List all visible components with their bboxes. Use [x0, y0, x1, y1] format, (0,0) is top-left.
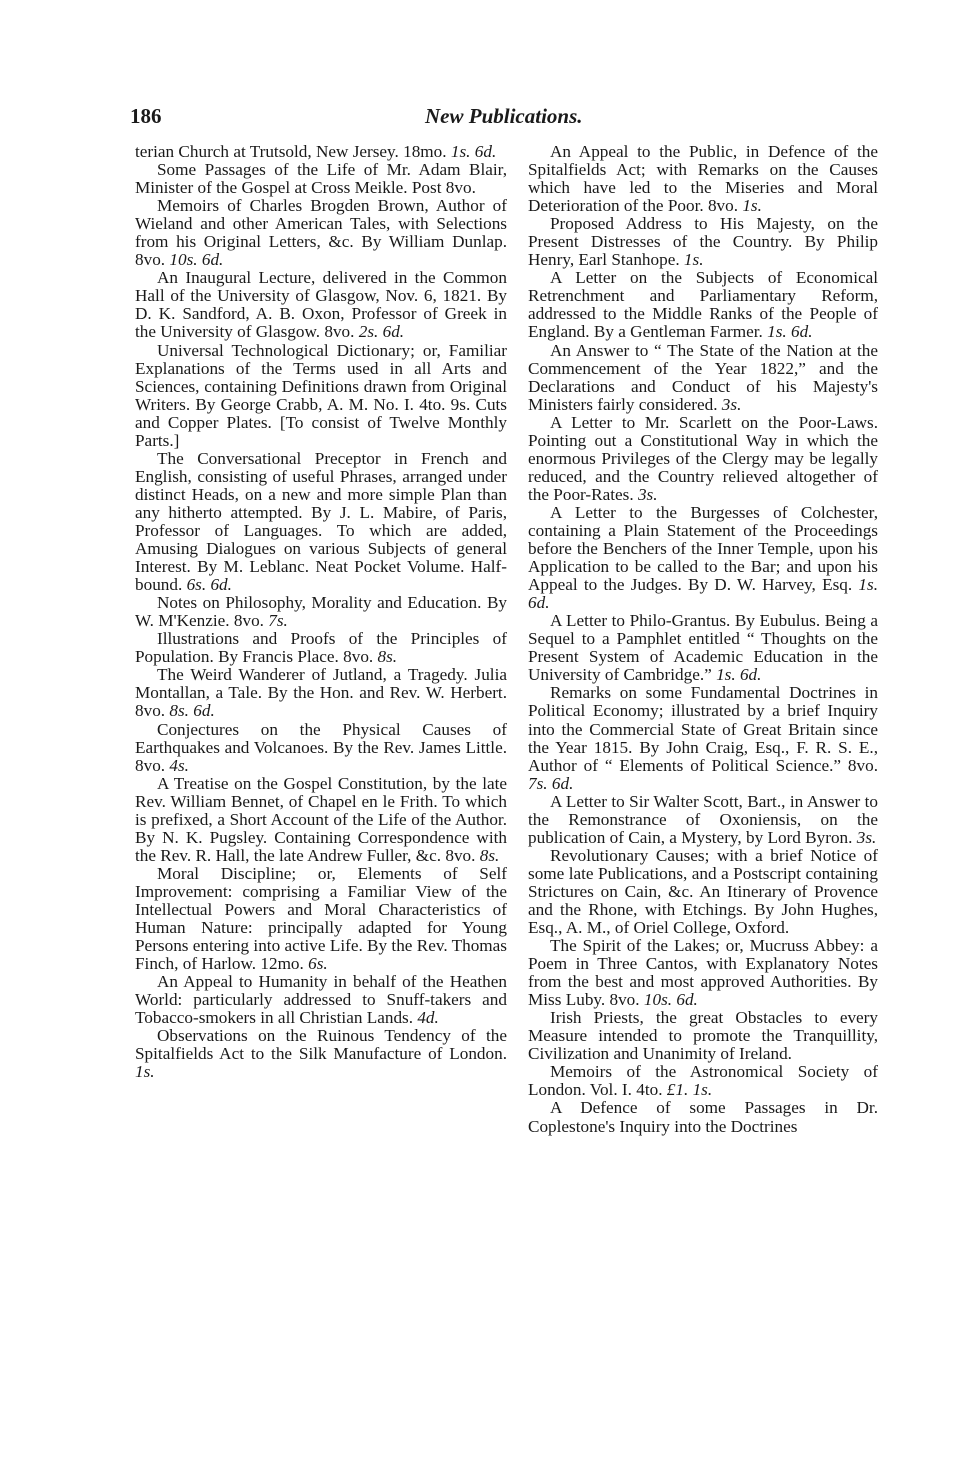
publication-entry: An Appeal to the Public, in Defence of the Spitalfields Act; with Remarks on the Causes which have led to the Miseries and Moral Deterioration of the Poor. 8vo. 1s. — [528, 142, 878, 216]
price: 6s. — [308, 954, 328, 974]
price: 1s. 6d. — [767, 322, 813, 342]
publication-entry: Moral Discipline; or, Elements of Self Improvement: comprising a Familiar View of the Intellectual Powers and Moral Characteristics of Human Nature: principally adapted for Young Persons entering into active Life. By the Rev. Thomas Finch, of Harlow. 12mo. 6s. — [135, 863, 507, 974]
price: 6s. 6d. — [186, 575, 232, 595]
price: 3s. — [721, 394, 742, 414]
publication-entry: A Letter to Philo-Grantus. By Eubulus. Being a Sequel to a Pamphlet entitled “ Thoughts on the Present System of Academic Education in the University of Cambridge.” 1s. 6d. — [528, 611, 878, 685]
price: 1s. 6d. — [450, 142, 497, 161]
right-column — [528, 143, 878, 1136]
page-number: 186 — [130, 104, 162, 128]
price: 7s. 6d. — [528, 773, 574, 793]
price: 10s. 6d. — [643, 990, 698, 1010]
publication-entry: Illustrations and Proofs of the Principles of Population. By Francis Place. 8vo. 8s. — [135, 629, 507, 667]
page-header — [130, 104, 890, 134]
publication-entry: Observations on the Ruinous Tendency of the Spitalfields Act to the Silk Manufacture of London. 1s. — [135, 1026, 507, 1082]
publication-entry: A Defence of some Passages in Dr. Coplestone's Inquiry into the Doctrines — [528, 1098, 878, 1136]
price: 4d. — [417, 1008, 439, 1028]
publication-entry: Proposed Address to His Majesty, on the Present Distresses of the Country. By Philip Henry, Earl Stanhope. 1s. — [528, 214, 878, 270]
publication-entry: Some Passages of the Life of Mr. Adam Blair, Minister of the Gospel at Cross Meikle. Post 8vo. — [135, 160, 507, 198]
publication-entry: An Appeal to Humanity in behalf of the Heathen World: particularly addressed to Snuff-takers and Tobacco-smokers in all Christian Lands. 4d. — [135, 972, 507, 1028]
price: 8s. — [377, 647, 398, 667]
price: 8s. 6d. — [169, 701, 215, 721]
left-column — [135, 143, 507, 1081]
publication-entry: The Conversational Preceptor in French and English, consisting of useful Phrases, arranged under distinct Heads, on a new and more simple Plan than any hitherto attempted. By J. L. Mabire, of Paris, Professor of Languages. To which are added, Amusing Dialogues on various Subjects of general Interest. By M. Leblanc. Neat Pocket Volume. Half-bound. 6s. 6d. — [135, 448, 507, 595]
price: 10s. 6d. — [169, 250, 224, 270]
publication-entry: Irish Priests, the great Obstacles to every Measure intended to promote the Tranquillity, Civilization and Unanimity of Ireland. — [528, 1008, 878, 1064]
publication-entry: A Letter to the Burgesses of Colchester, containing a Plain Statement of the Proceedings before the Benchers of the Inner Temple, upon his Application to be called to the Bar; and upon his Appeal to the Judges. By D. W. Harvey, Esq. 1s. 6d. — [528, 502, 878, 613]
price: 3s. — [637, 484, 658, 504]
price: 7s. — [268, 611, 288, 631]
price: £1. 1s. — [666, 1080, 713, 1100]
publication-entry: Remarks on some Fundamental Doctrines in Political Economy; illustrated by a brief Inquiry into the Commercial State of Great Britain since the Year 1815. By John Craig, Esq., F. R. S. E., Author of “ Elements of Political Science.” 8vo. 7s. 6d. — [528, 683, 878, 793]
publication-entry: A Letter to Sir Walter Scott, Bart., in Answer to the Remonstrance of Oxoniensis, on the publication of Cain, a Mystery, by Lord Byron. 3s. — [528, 791, 878, 847]
price: 3s. — [856, 827, 877, 847]
publication-entry: An Answer to “ The State of the Nation at the Commencement of the Year 1822,” and the Declarations and Conduct of his Majesty's Ministers fairly considered. 3s. — [528, 340, 878, 414]
price: 1s. 6d. — [528, 575, 878, 613]
publication-entry: terian Church at Trutsold, New Jersey. 18mo. 1s. 6d. — [135, 142, 497, 161]
publication-entry: An Inaugural Lecture, delivered in the Common Hall of the University of Glasgow, Nov. 6, 1821. By D. K. Sandford, A. B. Oxon, Professor of Greek in the University of Glasgow. 8vo. 2s. 6d. — [135, 268, 507, 342]
running-title: New Publications. — [425, 104, 583, 128]
publication-entry: A Treatise on the Gospel Constitution, by the late Rev. William Bennet, of Chapel en le Frith. To which is prefixed, a Short Account of the Life of the Author. By N. K. Pugsley. Containing Correspondence with the Rev. R. Hall, the late Andrew Fuller, &c. 8vo. 8s. — [135, 773, 507, 865]
publication-entry: Memoirs of the Astronomical Society of London. Vol. I. 4to. £1. 1s. — [528, 1062, 878, 1100]
publication-entry: Notes on Philosophy, Morality and Education. By W. M'Kenzie. 8vo. 7s. — [135, 593, 507, 631]
publication-entry: Universal Technological Dictionary; or, Familiar Explanations of the Terms used in all Arts and Sciences, containing Definitions drawn from Original Writers. By George Crabb, A. M. No. I. 4to. 9s. Cuts and Copper Plates. [To consist of Twelve Monthly Parts.] — [135, 340, 507, 450]
price: 8s. — [479, 845, 500, 865]
price: 1s. 6d. — [716, 665, 762, 685]
publication-entry: The Weird Wanderer of Jutland, a Tragedy. Julia Montallan, a Tale. By the Hon. and Rev. W. Herbert. 8vo. 8s. 6d. — [135, 665, 507, 721]
publication-entry: A Letter to Mr. Scarlett on the Poor-Laws. Pointing out a Constitutional Way in which the enormous Privileges of the Clergy may be legally reduced, and the Country relieved altogether of the Poor-Rates. 3s. — [528, 412, 878, 504]
publication-entry: The Spirit of the Lakes; or, Mucruss Abbey: a Poem in Three Cantos, with Explanatory Notes from the best and most approved Authorities. By Miss Luby. 8vo. 10s. 6d. — [528, 936, 878, 1010]
publication-entry: Revolutionary Causes; with a brief Notice of some late Publications, and a Postscript containing Strictures on Cain, &c. An Itinerary of Provence and the Rhone, with Etchings. By John Hughes, Esq., A. M., of Oriel College, Oxford. — [528, 845, 878, 938]
publication-entry: Memoirs of Charles Brogden Brown, Author of Wieland and other American Tales, with Selections from his Original Letters, &c. By William Dunlap. 8vo. 10s. 6d. — [135, 196, 507, 270]
publication-entry: A Letter on the Subjects of Economical Retrenchment and Parliamentary Reform, addressed to the Middle Ranks of the People of England. By a Gentleman Farmer. 1s. 6d. — [528, 268, 878, 342]
price: 1s. — [135, 1062, 155, 1082]
publication-entry: Conjectures on the Physical Causes of Earthquakes and Volcanoes. By the Rev. James Little. 8vo. 4s. — [135, 719, 507, 775]
price: 2s. 6d. — [358, 322, 405, 342]
price: 4s. — [169, 755, 189, 775]
price: 1s. — [742, 196, 762, 216]
price: 1s. — [683, 250, 704, 270]
